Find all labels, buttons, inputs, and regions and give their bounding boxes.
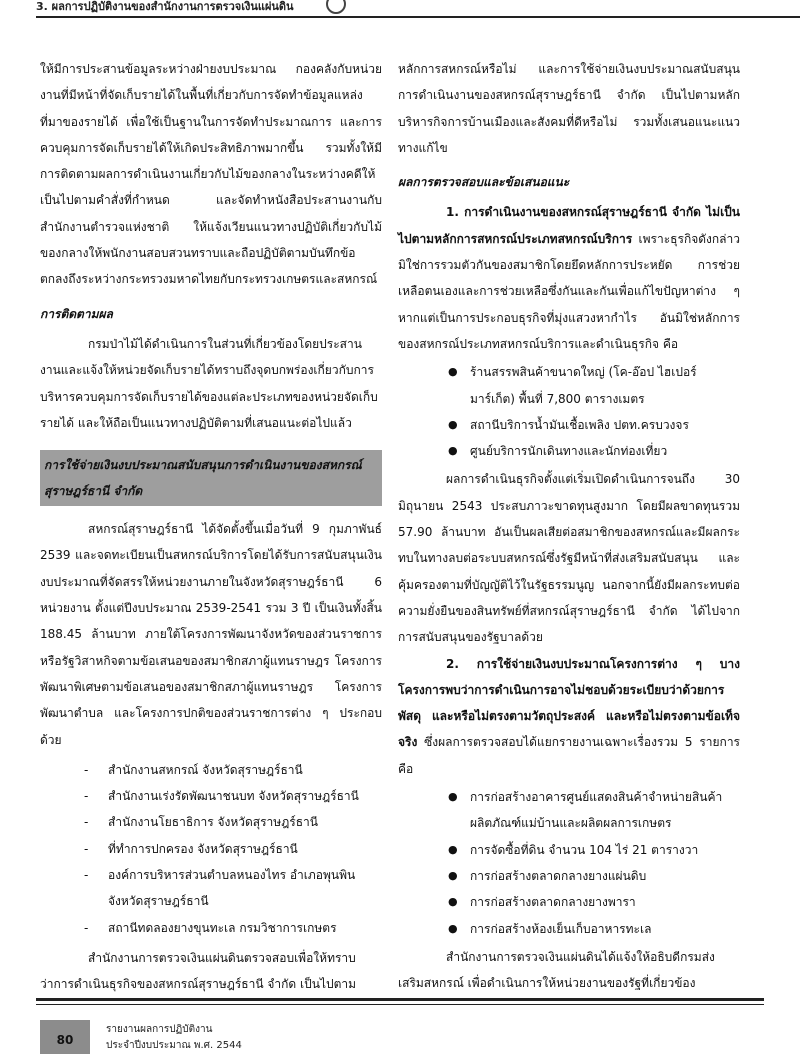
- footer-line-1: รายงานผลการปฏิบัติงาน: [106, 1024, 213, 1035]
- footer-line-2: ประจำปีงบประมาณ พ.ศ. 2544: [106, 1040, 242, 1051]
- paragraph: สำนักงานการตรวจเงินแผ่นดินได้แจ้งให้อธิบดีกรมส่งเสริมสหกรณ์ เพื่อดำเนินการให้หน่วยงานของรัฐที่เกี่ยวข้อง: [398, 949, 715, 991]
- list-item: - สำนักงานสหกรณ์ จังหวัดสุราษฎร์ธานี: [84, 757, 382, 783]
- header-title: 3. ผลการปฏิบัติงานของสำนักงานการตรวจเงินแผ่นดิน: [36, 0, 294, 13]
- list-item: - องค์การบริหารส่วนตำบลหนองไทร อำเภอพุนพิน จังหวัดสุราษฎร์ธานี: [84, 862, 382, 915]
- finding-1: [398, 199, 740, 357]
- footer-rule: [36, 998, 764, 1001]
- finding-1-text: เพราะธุรกิจดังกล่าวมิใช่การรวมตัวกันของสมาชิกโดยยึดหลักการประหยัด การช่วยเหลือตนเองและการช่วยเหลือซึ่งกันและกันเพื่อแก้ไขปัญหาต่าง ๆ หากแต่เป็นการประกอบธุรกิจที่มุ่งแสวงหากำไร อันมิใช่หลักการของสหกรณ์ประเภทสหกรณ์บริการและดำเนินธุรกิจ คือ: [398, 231, 740, 351]
- list-item: ● ศูนย์บริการนักเดินทางและนักท่องเที่ยว: [448, 438, 740, 464]
- list-item: - ที่ทำการปกครอง จังหวัดสุราษฎร์ธานี: [84, 836, 382, 862]
- page-number: 80: [40, 1020, 90, 1054]
- business-list: [398, 359, 740, 464]
- paragraph: สำนักงานการตรวจเงินแผ่นดินตรวจสอบเพื่อให้ทราบว่าการดำเนินธุรกิจของสหกรณ์สุราษฎร์ธานี จำกัด เป็นไปตาม: [40, 950, 357, 992]
- paragraph: สหกรณ์สุราษฎร์ธานี ได้จัดตั้งขึ้นเมื่อวันที่ 9 กุมภาพันธ์ 2539 และจดทะเบียนเป็นสหกรณ์บริการโดยได้รับการสนับสนุนเงินงบประมาณที่จัดสรรให้หน่วยงานภายในจังหวัดสุราษฎร์ธานี 6 หน่วยงาน ตั้งแต่ปีงบประมาณ 2539-2541 รวม 3 ปี เป็นเงินทั้งสิ้น 188.45 ล้านบาท ภายใต้โครงการพัฒนาจังหวัดของส่วนราชการหรือรัฐวิสาหกิจตามข้อเสนอของสมาชิกสภาผู้แทนราษฎร โครงการพัฒนาพิเศษตามข้อเสนอของสมาชิกสภาผู้แทนราษฎร โครงการพัฒนาตำบล และโครงการปกติของส่วนราชการต่าง ๆ ประกอบด้วย: [40, 522, 382, 747]
- section-heading-findings: ผลการตรวจสอบและข้อเสนอแนะ: [398, 175, 570, 190]
- finding-2-lead: 2. การใช้จ่ายเงินงบประมาณโครงการต่าง ๆ บางโครงการพบว่าการดำเนินการอาจไม่ชอบด้วยระเบียบว่าด้วยการพัสดุ และหรือไม่ตรงตามวัตถุประสงค์ และหรือไม่ตรงตามข้อเท็จจริง: [398, 656, 740, 750]
- page-footer: [40, 1020, 440, 1054]
- footer-rule-thin: [36, 1004, 764, 1005]
- paragraph: หลักการสหกรณ์หรือไม่ และการใช้จ่ายเงินงบประมาณสนับสนุนการดำเนินงานของสหกรณ์สุราษฎร์ธานี จำกัด เป็นไปตามหลักบริหารกิจการบ้านเมืองและสังคมที่ดีหรือไม่ รวมทั้งเสนอแนะแนวทางแก้ไข: [398, 62, 740, 155]
- paragraph: กรมป่าไม้ได้ดำเนินการในส่วนที่เกี่ยวข้องโดยประสานงานและแจ้งให้หน่วยจัดเก็บรายได้ทราบถึงจุดบกพร่องเกี่ยวกับการบริหารควบคุมการจัดเก็บรายได้ของแต่ละประเภทของหน่วยจัดเก็บรายได้ และให้ถือเป็นแนวทางปฏิบัติตามที่เสนอแนะต่อไปแล้ว: [40, 336, 378, 430]
- paragraph: ให้มีการประสานข้อมูลระหว่างฝ่ายงบประมาณ กองคลังกับหน่วยงานที่มีหน้าที่จัดเก็บรายได้ในพื้นที่เกี่ยวกับการจัดทำข้อมูลแหล่งที่มาของรายได้ เพื่อใช้เป็นฐานในการจัดทำประมาณการ และการควบคุมการจัดเก็บรายได้ให้เกิดประสิทธิภาพมากขึ้น รวมทั้งให้มีการติดตามผลการดำเนินงานเกี่ยวกับไม้ของกลางในระหว่างคดีให้เป็นไปตามคำสั่งที่กำหนด และจัดทำหนังสือประสานงานกับสำนักงานตำรวจแห่งชาติ ให้แจ้งเวียนแนวทางปฏิบัติเกี่ยวกับไม้ของกลางให้พนักงานสอบสวนทราบและถือปฏิบัติตามบันทึกข้อตกลงถึงระหว่างกระทรวงมหาดไทยกับกระทรวงเกษตรและสหกรณ์: [40, 62, 382, 287]
- finding-2: [398, 651, 740, 782]
- list-item: ● สถานีบริการน้ำมันเชื้อเพลิง ปตท.ครบวงจร: [448, 412, 740, 438]
- list-item: ● ร้านสรรพสินค้าขนาดใหญ่ (โค-อ๊อป ไฮเปอร์มาร์เก็ต) พื้นที่ 7,800 ตารางเมตร: [448, 359, 740, 412]
- finding-1-lead: 1. การดำเนินงานของสหกรณ์สุราษฎร์ธานี จำกัด ไม่เป็นไปตามหลักการสหกรณ์ประเภทสหกรณ์บริการ: [398, 205, 740, 246]
- right-column: [398, 56, 740, 996]
- list-item: - สำนักงานโยธาธิการ จังหวัดสุราษฎร์ธานี: [84, 809, 382, 835]
- page-header: [36, 0, 800, 20]
- section-heading-boxed: การใช้จ่ายเงินงบประมาณสนับสนุนการดำเนินงานของสหกรณ์สุราษฎร์ธานี จำกัด: [40, 450, 382, 506]
- list-item: ● การก่อสร้างอาคารศูนย์แสดงสินค้าจำหน่ายสินค้าผลิตภัณฑ์แม่บ้านและผลิตผลการเกษตร: [448, 784, 740, 837]
- list-item: ● การก่อสร้างตลาดกลางยางแผ่นดิบ: [448, 863, 740, 889]
- list-item: ● การจัดซื้อที่ดิน จำนวน 104 ไร่ 21 ตารางวา: [448, 837, 740, 863]
- emblem-icon: [326, 0, 346, 14]
- finding-2-text: ซึ่งผลการตรวจสอบได้แยกรายงานเฉพาะเรื่องรวม 5 รายการ คือ: [398, 735, 740, 776]
- paragraph: ผลการดำเนินธุรกิจตั้งแต่เริ่มเปิดดำเนินการจนถึง 30 มิถุนายน 2543 ประสบภาวะขาดทุนสูงมาก โดยมีผลขาดทุนรวม 57.90 ล้านบาท อันเป็นผลเสียต่อสมาชิกของสหกรณ์และมีผลกระทบในทางลบต่อระบบสหกรณ์ซึ่งรัฐมีหน้าที่ส่งเสริมสนับสนุน และคุ้มครองตามที่บัญญัติไว้ในรัฐธรรมนูญ นอกจากนี้ยังมีผลกระทบต่อความยั่งยืนของสินทรัพย์ที่สหกรณ์สุราษฎร์ธานี จำกัด ได้ไปจากการสนับสนุนของรัฐบาลด้วย: [398, 472, 740, 645]
- list-item: - สำนักงานเร่งรัดพัฒนาชนบท จังหวัดสุราษฎร์ธานี: [84, 783, 382, 809]
- footer-text: [106, 1022, 406, 1054]
- list-item: ● การก่อสร้างห้องเย็นเก็บอาหารทะเล: [448, 916, 740, 942]
- left-column: [40, 56, 382, 998]
- section-heading-followup: การติดตามผล: [40, 306, 113, 321]
- list-item: - สถานีทดลองยางขุนทะเล กรมวิชาการเกษตร: [84, 915, 382, 941]
- list-item: ● การก่อสร้างตลาดกลางยางพารา: [448, 889, 740, 915]
- header-rule: [36, 16, 800, 18]
- project-list: [398, 784, 740, 942]
- agency-list: [40, 757, 382, 941]
